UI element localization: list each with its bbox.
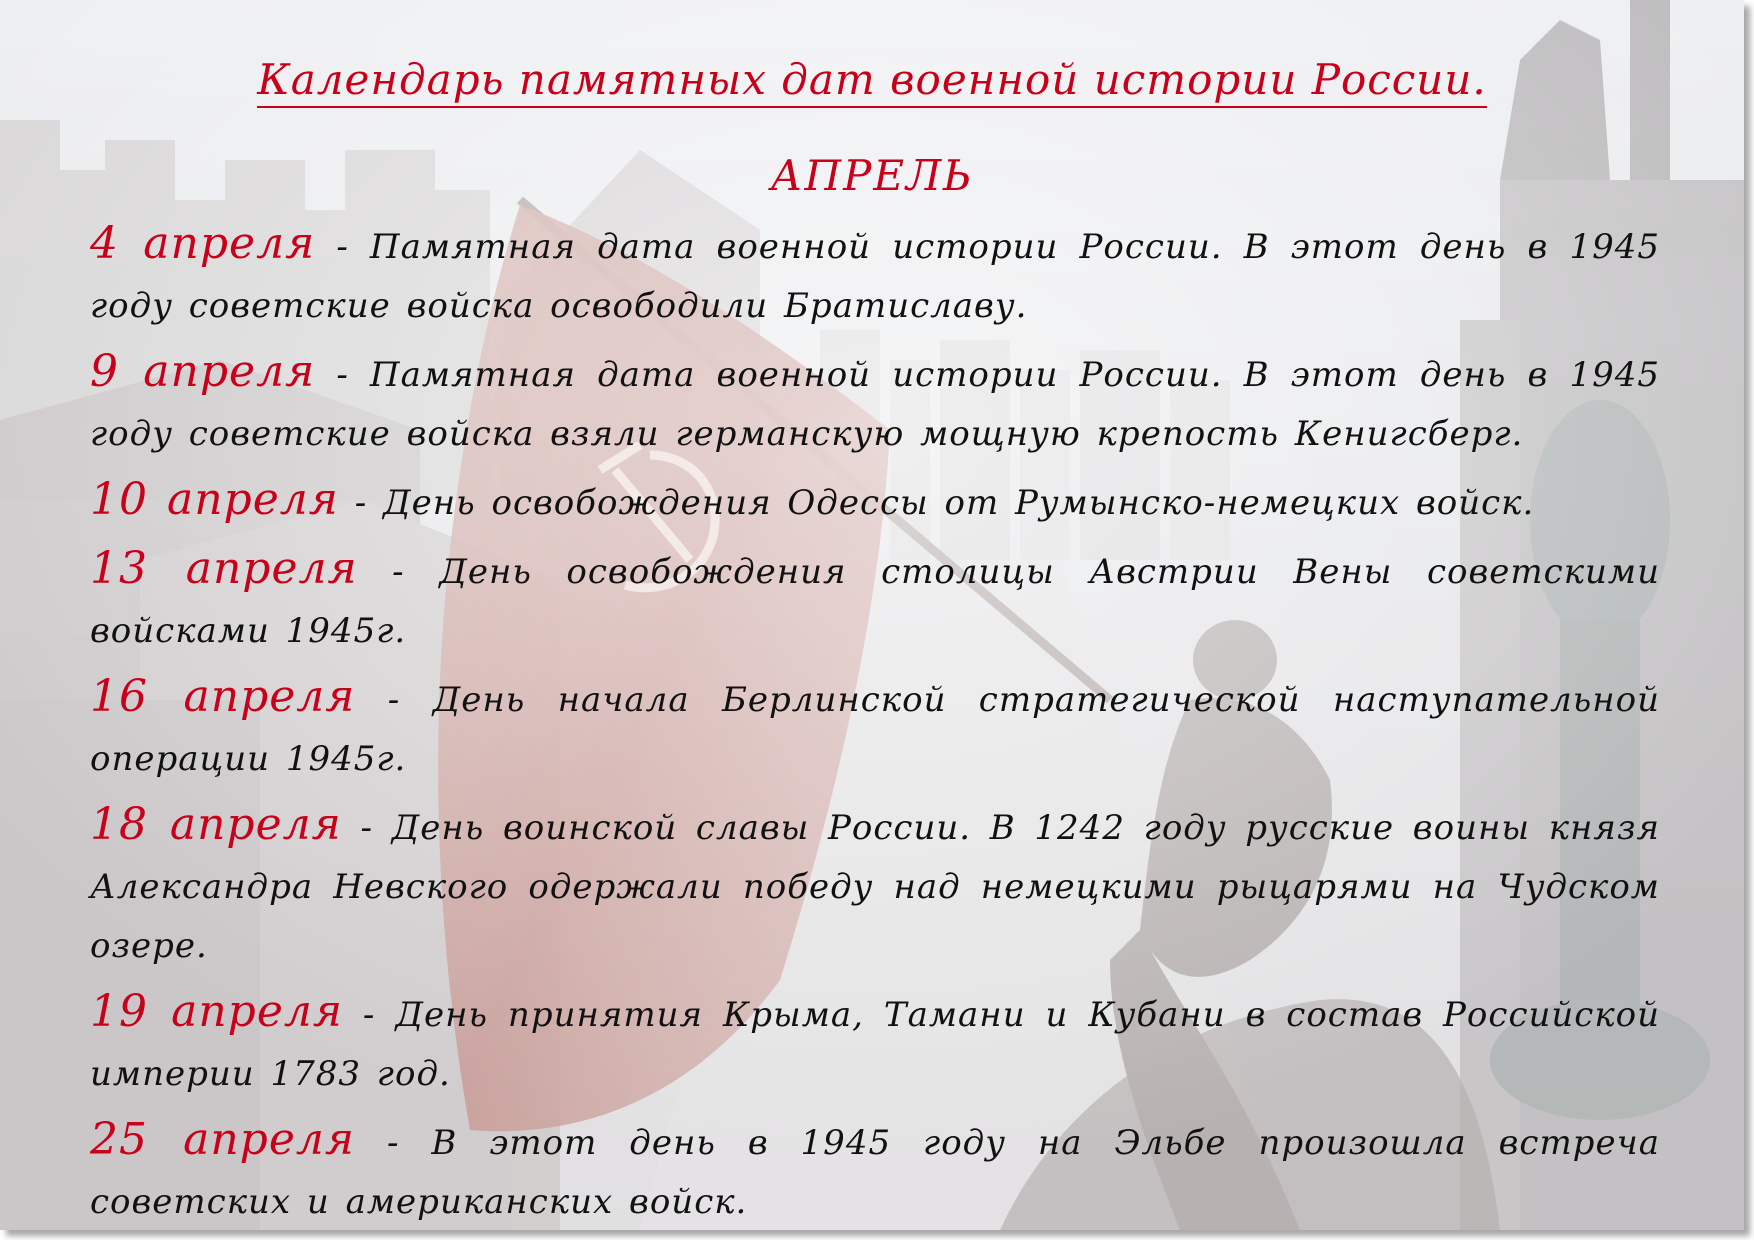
entry-date: 18 апреля [90,799,342,850]
entry-date: 19 апреля [90,986,344,1037]
entry-text: - День освобождения Одессы от Румынско-немецких войск. [338,483,1535,523]
entry-text: - В этот день в 1945 году на Эльбе произошла встреча советских и американских войск. [90,1123,1660,1222]
entry-date: 10 апреля [90,474,339,525]
list-item [90,470,1660,533]
entry-date: 9 апреля [90,346,316,397]
entry-text: - Памятная дата военной истории России. В этот день в 1945 году советские войска взяли германскую мощную крепость Кенигсберг. [90,355,1660,454]
entry-text: - День начала Берлинской стратегической наступательной операции 1945г. [90,680,1660,779]
entry-text: - День воинской славы России. В 1242 году русские воины князя Александра Невского одержали победу над немецкими рыцарями на Чудском озере. [90,808,1660,966]
page-title [0,52,1744,108]
entry-text: - День принятия Крыма, Тамани и Кубани в состав Российской империи 1783 год. [90,995,1660,1094]
entry-text: - Памятная дата военной истории России. В этот день в 1945 году советские войска освободили Братиславу. [90,227,1660,326]
list-item [90,214,1660,336]
list-item [90,539,1660,661]
entry-date: 13 апреля [90,543,358,594]
list-item [90,1110,1660,1230]
list-item [90,982,1660,1104]
list-item [90,667,1660,789]
entry-list [90,214,1660,1230]
entry-date: 25 апреля [90,1114,356,1165]
page-title-text: Календарь памятных дат военной истории России. [257,55,1487,108]
entry-text: - День освобождения столицы Австрии Вены советскими войсками 1945г. [90,552,1660,651]
list-item [90,342,1660,464]
entry-date: 4 апреля [90,218,316,269]
entry-date: 16 апреля [90,671,356,722]
list-item [90,795,1660,976]
month-heading: АПРЕЛЬ [770,151,974,200]
